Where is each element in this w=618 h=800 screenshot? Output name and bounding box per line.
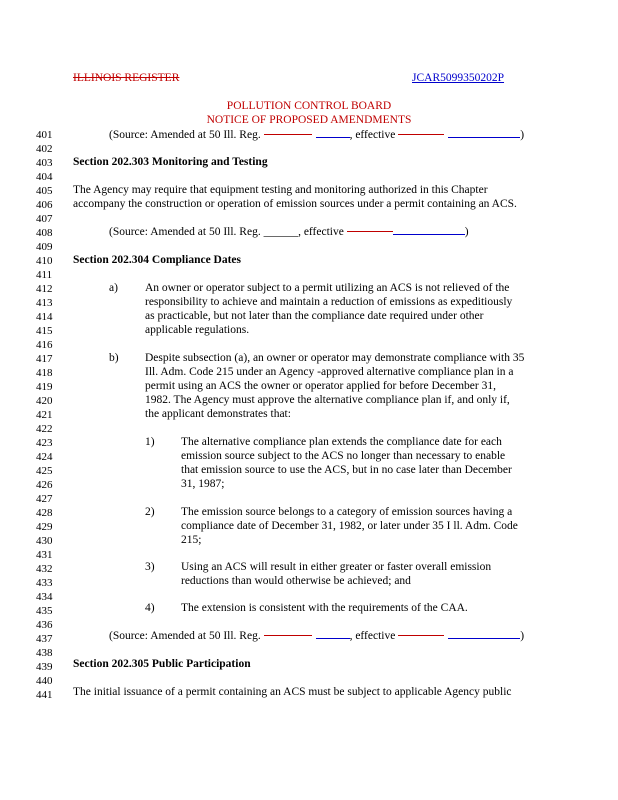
subsection-b-line: 1982. The Agency must approve the alternative compliance plan if, and only if, (145, 394, 510, 406)
line-number: 422 (36, 423, 53, 435)
line-number: 441 (36, 689, 53, 701)
line-number: 439 (36, 661, 53, 673)
item-label: 1) (145, 436, 155, 448)
subsection-b-label: b) (109, 352, 119, 364)
line-number: 436 (36, 619, 53, 631)
line-number: 421 (36, 409, 53, 421)
deleted-blank (347, 231, 393, 232)
line-number: 430 (36, 535, 53, 547)
subsection-b-line: the applicant demonstrates that: (145, 408, 291, 420)
subsection-b-line: Despite subsection (a), an owner or operator may demonstrate compliance with 35 (145, 352, 525, 364)
line-number: 438 (36, 647, 53, 659)
subsection-a-line: applicable regulations. (145, 324, 250, 336)
inserted-blank (448, 137, 520, 138)
item-line: 215; (181, 534, 202, 546)
line-number: 437 (36, 633, 53, 645)
line-number: 425 (36, 465, 53, 477)
line-number: 428 (36, 507, 53, 519)
register-title: ILLINOIS REGISTER (73, 72, 180, 84)
line-number: 434 (36, 591, 53, 603)
line-number: 432 (36, 563, 53, 575)
line-number: 435 (36, 605, 53, 617)
line-number: 427 (36, 493, 53, 505)
item-label: 3) (145, 561, 155, 573)
line-number: 402 (36, 143, 53, 155)
item-label: 2) (145, 506, 155, 518)
line-number: 440 (36, 675, 53, 687)
line-number: 406 (36, 199, 53, 211)
line-number: 426 (36, 479, 53, 491)
line-number: 401 (36, 129, 53, 141)
item-line: that emission source to use the ACS, but in no case later than December (181, 464, 512, 476)
line-number: 414 (36, 311, 53, 323)
line-number: 404 (36, 171, 53, 183)
line-number: 408 (36, 227, 53, 239)
subsection-a-line: as practicable, but not later than the compliance date required under other (145, 310, 484, 322)
line-number: 416 (36, 339, 53, 351)
subsection-b-line: permit using an ACS the owner or operator applied for before December 31, (145, 380, 496, 392)
item-line: reductions than would otherwise be achieved; and (181, 575, 411, 587)
item-line: Using an ACS will result in either greater or faster overall emission (181, 561, 492, 573)
section-305-text: The initial issuance of a permit containing an ACS must be subject to applicable Agency public (73, 686, 512, 698)
source-line-401: (Source: Amended at 50 Ill. Reg. , effective ) (109, 129, 525, 141)
line-number: 418 (36, 367, 53, 379)
subsection-b-line: Ill. Adm. Code 215 under an Agency -approved alternative compliance plan in a (145, 366, 514, 378)
notice-title: NOTICE OF PROPOSED AMENDMENTS (206, 114, 412, 126)
line-number: 412 (36, 283, 53, 295)
item-line: compliance date of December 31, 1982, or later under 35 I ll. Adm. Code (181, 520, 518, 532)
deleted-blank (398, 635, 444, 636)
line-number: 431 (36, 549, 53, 561)
section-303-text: The Agency may require that equipment testing and monitoring authorized in this Chapter (73, 184, 488, 196)
subsection-a-line: responsibility to achieve and maintain a reduction of emissions as expeditiously (145, 296, 513, 308)
line-number: 423 (36, 437, 53, 449)
line-number: 419 (36, 381, 53, 393)
deleted-blank (264, 134, 312, 135)
inserted-blank (393, 234, 465, 235)
line-number: 415 (36, 325, 53, 337)
inserted-blank (316, 137, 350, 138)
deleted-blank (398, 134, 444, 135)
item-line: The alternative compliance plan extends the compliance date for each (181, 436, 502, 448)
section-305-heading: Section 202.305 Public Participation (73, 658, 251, 670)
line-number: 403 (36, 157, 53, 169)
line-number: 433 (36, 577, 53, 589)
section-304-heading: Section 202.304 Compliance Dates (73, 254, 242, 266)
subsection-a-line: An owner or operator subject to a permit utilizing an ACS is not relieved of the (145, 282, 510, 294)
board-title: POLLUTION CONTROL BOARD (226, 100, 392, 112)
section-303-heading: Section 202.303 Monitoring and Testing (73, 156, 268, 168)
item-line: 31, 1987; (181, 478, 225, 490)
source-line-408: (Source: Amended at 50 Ill. Reg. ______, effective ) (109, 226, 469, 238)
source-line-437: (Source: Amended at 50 Ill. Reg. , effective ) (109, 630, 525, 642)
inserted-blank (316, 638, 350, 639)
line-number: 424 (36, 451, 53, 463)
jcar-code: JCAR5099350202P (412, 72, 505, 84)
line-number: 410 (36, 255, 53, 267)
line-number: 413 (36, 297, 53, 309)
line-number: 429 (36, 521, 53, 533)
item-line: The emission source belongs to a category of emission sources having a (181, 506, 513, 518)
item-line: emission source subject to the ACS no longer than necessary to enable (181, 450, 506, 462)
deleted-blank (264, 635, 312, 636)
subsection-a-label: a) (109, 282, 118, 294)
item-line: The extension is consistent with the requirements of the CAA. (181, 602, 468, 614)
line-number: 409 (36, 241, 53, 253)
inserted-blank (448, 638, 520, 639)
line-number: 407 (36, 213, 53, 225)
line-number: 405 (36, 185, 53, 197)
line-number: 417 (36, 353, 53, 365)
line-number: 420 (36, 395, 53, 407)
section-303-text: accompany the construction or operation of emission sources under a permit containing an ACS. (73, 198, 517, 210)
line-number: 411 (36, 269, 53, 281)
item-label: 4) (145, 602, 155, 614)
